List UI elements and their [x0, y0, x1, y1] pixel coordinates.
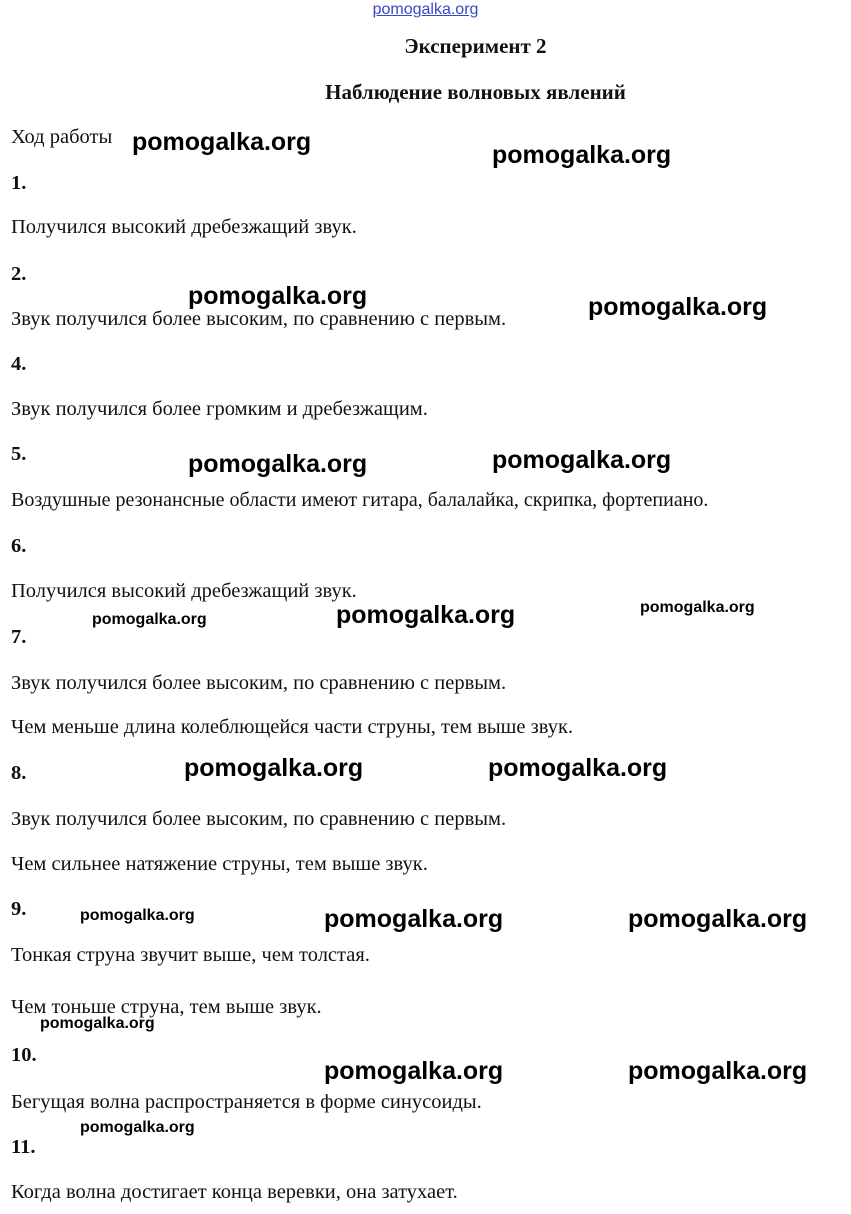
item-number: 11. [11, 1136, 36, 1158]
page-title: Эксперимент 2 [404, 34, 547, 58]
item-number: 7. [11, 626, 27, 648]
watermark: pomogalka.org [188, 282, 368, 310]
item-text: Когда волна достигает конца веревки, она затухает. [11, 1181, 458, 1203]
watermark: pomogalka.org [40, 1015, 155, 1032]
source-watermark-link[interactable]: pomogalka.org [372, 1, 479, 18]
watermark: pomogalka.org [628, 1057, 808, 1085]
item-text: Звук получился более высоким, по сравнению с первым. [11, 308, 507, 330]
item-number: 5. [11, 443, 27, 465]
item-text: Чем сильнее натяжение струны, тем выше звук. [11, 853, 428, 875]
intro-text: Ход работы [11, 126, 113, 148]
item-number: 1. [11, 172, 27, 194]
watermark: pomogalka.org [492, 141, 672, 169]
watermark: pomogalka.org [588, 293, 768, 321]
item-text: Звук получился более высоким, по сравнению с первым. [11, 672, 507, 694]
item-text: Звук получился более громким и дребезжащим. [11, 398, 428, 420]
item-text: Чем меньше длина колеблющейся части струны, тем выше звук. [11, 716, 574, 738]
watermark: pomogalka.org [336, 601, 516, 629]
watermark: pomogalka.org [92, 611, 207, 628]
watermark: pomogalka.org [324, 1057, 504, 1085]
watermark: pomogalka.org [80, 1119, 195, 1136]
page-subtitle: Наблюдение волновых явлений [325, 80, 626, 104]
item-number: 9. [11, 898, 27, 920]
item-number: 8. [11, 762, 27, 784]
item-number: 2. [11, 263, 27, 285]
item-text: Звук получился более высоким, по сравнению с первым. [11, 808, 507, 830]
watermark: pomogalka.org [628, 905, 808, 933]
watermark: pomogalka.org [80, 907, 195, 924]
watermark: pomogalka.org [492, 446, 672, 474]
item-text: Получился высокий дребезжащий звук. [11, 580, 357, 602]
item-text: Чем тоньше струна, тем выше звук. [11, 996, 322, 1018]
watermark: pomogalka.org [184, 754, 364, 782]
item-number: 4. [11, 353, 27, 375]
item-number: 10. [11, 1044, 37, 1066]
watermark: pomogalka.org [324, 905, 504, 933]
item-text: Бегущая волна распространяется в форме синусоиды. [11, 1091, 482, 1113]
item-text: Тонкая струна звучит выше, чем толстая. [11, 944, 370, 966]
item-text: Получился высокий дребезжащий звук. [11, 216, 357, 238]
watermark: pomogalka.org [132, 128, 312, 156]
watermark: pomogalka.org [640, 599, 755, 616]
item-text: Воздушные резонансные области имеют гитара, балалайка, скрипка, фортепиано. [11, 489, 709, 511]
item-number: 6. [11, 535, 27, 557]
watermark: pomogalka.org [488, 754, 668, 782]
watermark: pomogalka.org [188, 450, 368, 478]
